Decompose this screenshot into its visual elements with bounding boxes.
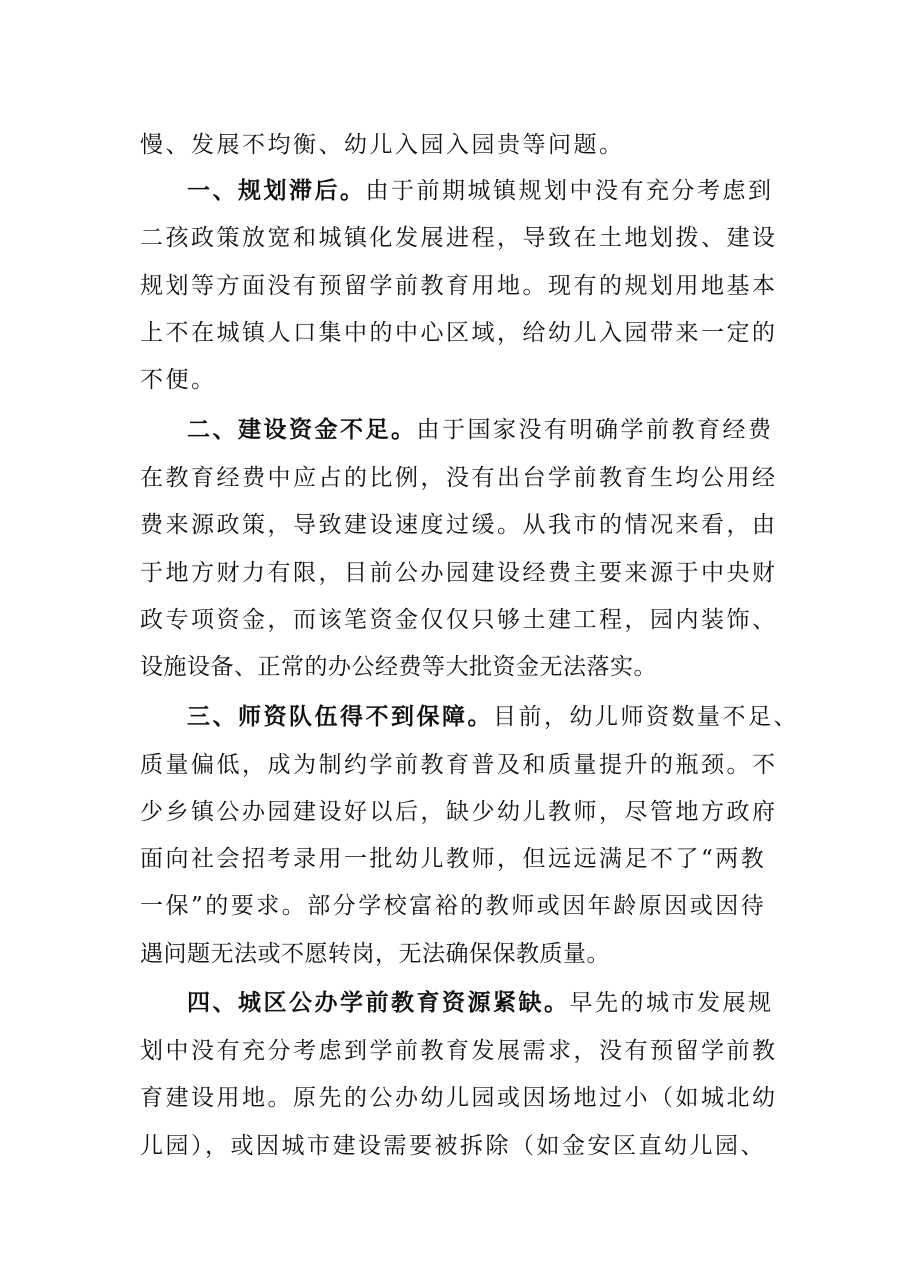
line-text: 划中没有充分考虑到学前教育发展需求，没有预留学前教 xyxy=(140,1038,778,1064)
text-line xyxy=(140,936,780,972)
line-text: 二孩政策放宽和城镇化发展进程，导致在土地划拨、建设 xyxy=(140,225,778,251)
line-text: 遇问题无法或不愿转岗，无法确保保教质量。 xyxy=(140,941,610,967)
text-line xyxy=(140,794,780,830)
section-heading-line xyxy=(187,412,827,448)
text-line xyxy=(140,1128,780,1164)
line-text: 上不在城镇人口集中的中心区域，给幼儿入园带来一定的 xyxy=(140,320,778,346)
line-text: 由于国家没有明确学前教育经费 xyxy=(416,417,774,443)
text-line xyxy=(140,1033,780,1069)
text-line xyxy=(140,362,780,398)
section-heading-line xyxy=(187,985,827,1021)
line-text: 费来源政策，导致建设速度过缓。从我市的情况来看，由 xyxy=(140,512,778,538)
text-line xyxy=(140,1080,780,1116)
text-line xyxy=(140,315,780,351)
section-heading: 二、建设资金不足。 xyxy=(187,416,417,443)
text-line xyxy=(140,602,780,638)
line-text: 少乡镇公办园建设好以后，缺少幼儿教师，尽管地方政府 xyxy=(140,799,778,825)
line-text: 设施设备、正常的办公经费等大批资金无法落实。 xyxy=(140,654,657,680)
text-line xyxy=(140,747,780,783)
text-line xyxy=(140,127,780,163)
section-heading: 四、城区公办学前教育资源紧缺。 xyxy=(187,989,570,1016)
section-heading: 一、规划滞后。 xyxy=(187,177,366,204)
text-line xyxy=(140,460,780,496)
line-text: 规划等方面没有预留学前教育用地。现有的规划用地基本 xyxy=(140,273,778,299)
section-heading-line xyxy=(187,173,827,209)
text-line xyxy=(140,649,780,685)
section-heading-line xyxy=(187,699,827,735)
text-line xyxy=(140,268,780,304)
text-line xyxy=(140,555,780,591)
text-line xyxy=(140,888,780,924)
line-text: 育建设用地。原先的公办幼儿园或因场地过小（如城北幼 xyxy=(140,1085,778,1111)
line-text: 面向社会招考录用一批幼儿教师，但远远满足不了“两教 xyxy=(140,846,767,872)
line-text: 质量偏低，成为制约学前教育普及和质量提升的瓶颈。不 xyxy=(140,752,778,778)
line-text: 不便。 xyxy=(140,367,217,393)
section-heading: 三、师资队伍得不到保障。 xyxy=(187,703,493,730)
line-text: 早先的城市发展规 xyxy=(569,990,774,1016)
line-text: 于地方财力有限，目前公办园建设经费主要来源于中央财 xyxy=(140,560,778,586)
text-line xyxy=(140,507,780,543)
line-text: 一保”的要求。部分学校富裕的教师或因年龄原因或因待 xyxy=(140,893,767,919)
line-text: 目前，幼儿师资数量不足、 xyxy=(493,704,799,730)
text-line xyxy=(140,841,780,877)
line-text: 由于前期城镇规划中没有充分考虑到 xyxy=(365,178,774,204)
line-text: 慢、发展不均衡、幼儿入园入园贵等问题。 xyxy=(140,132,625,158)
line-text: 在教育经费中应占的比例，没有出台学前教育生均公用经 xyxy=(140,465,778,491)
line-text: 政专项资金，而该笔资金仅仅只够土建工程，园内装饰、 xyxy=(140,607,778,633)
text-line xyxy=(140,220,780,256)
line-text: 儿园），或因城市建设需要被拆除（如金安区直幼儿园、 xyxy=(140,1133,766,1159)
